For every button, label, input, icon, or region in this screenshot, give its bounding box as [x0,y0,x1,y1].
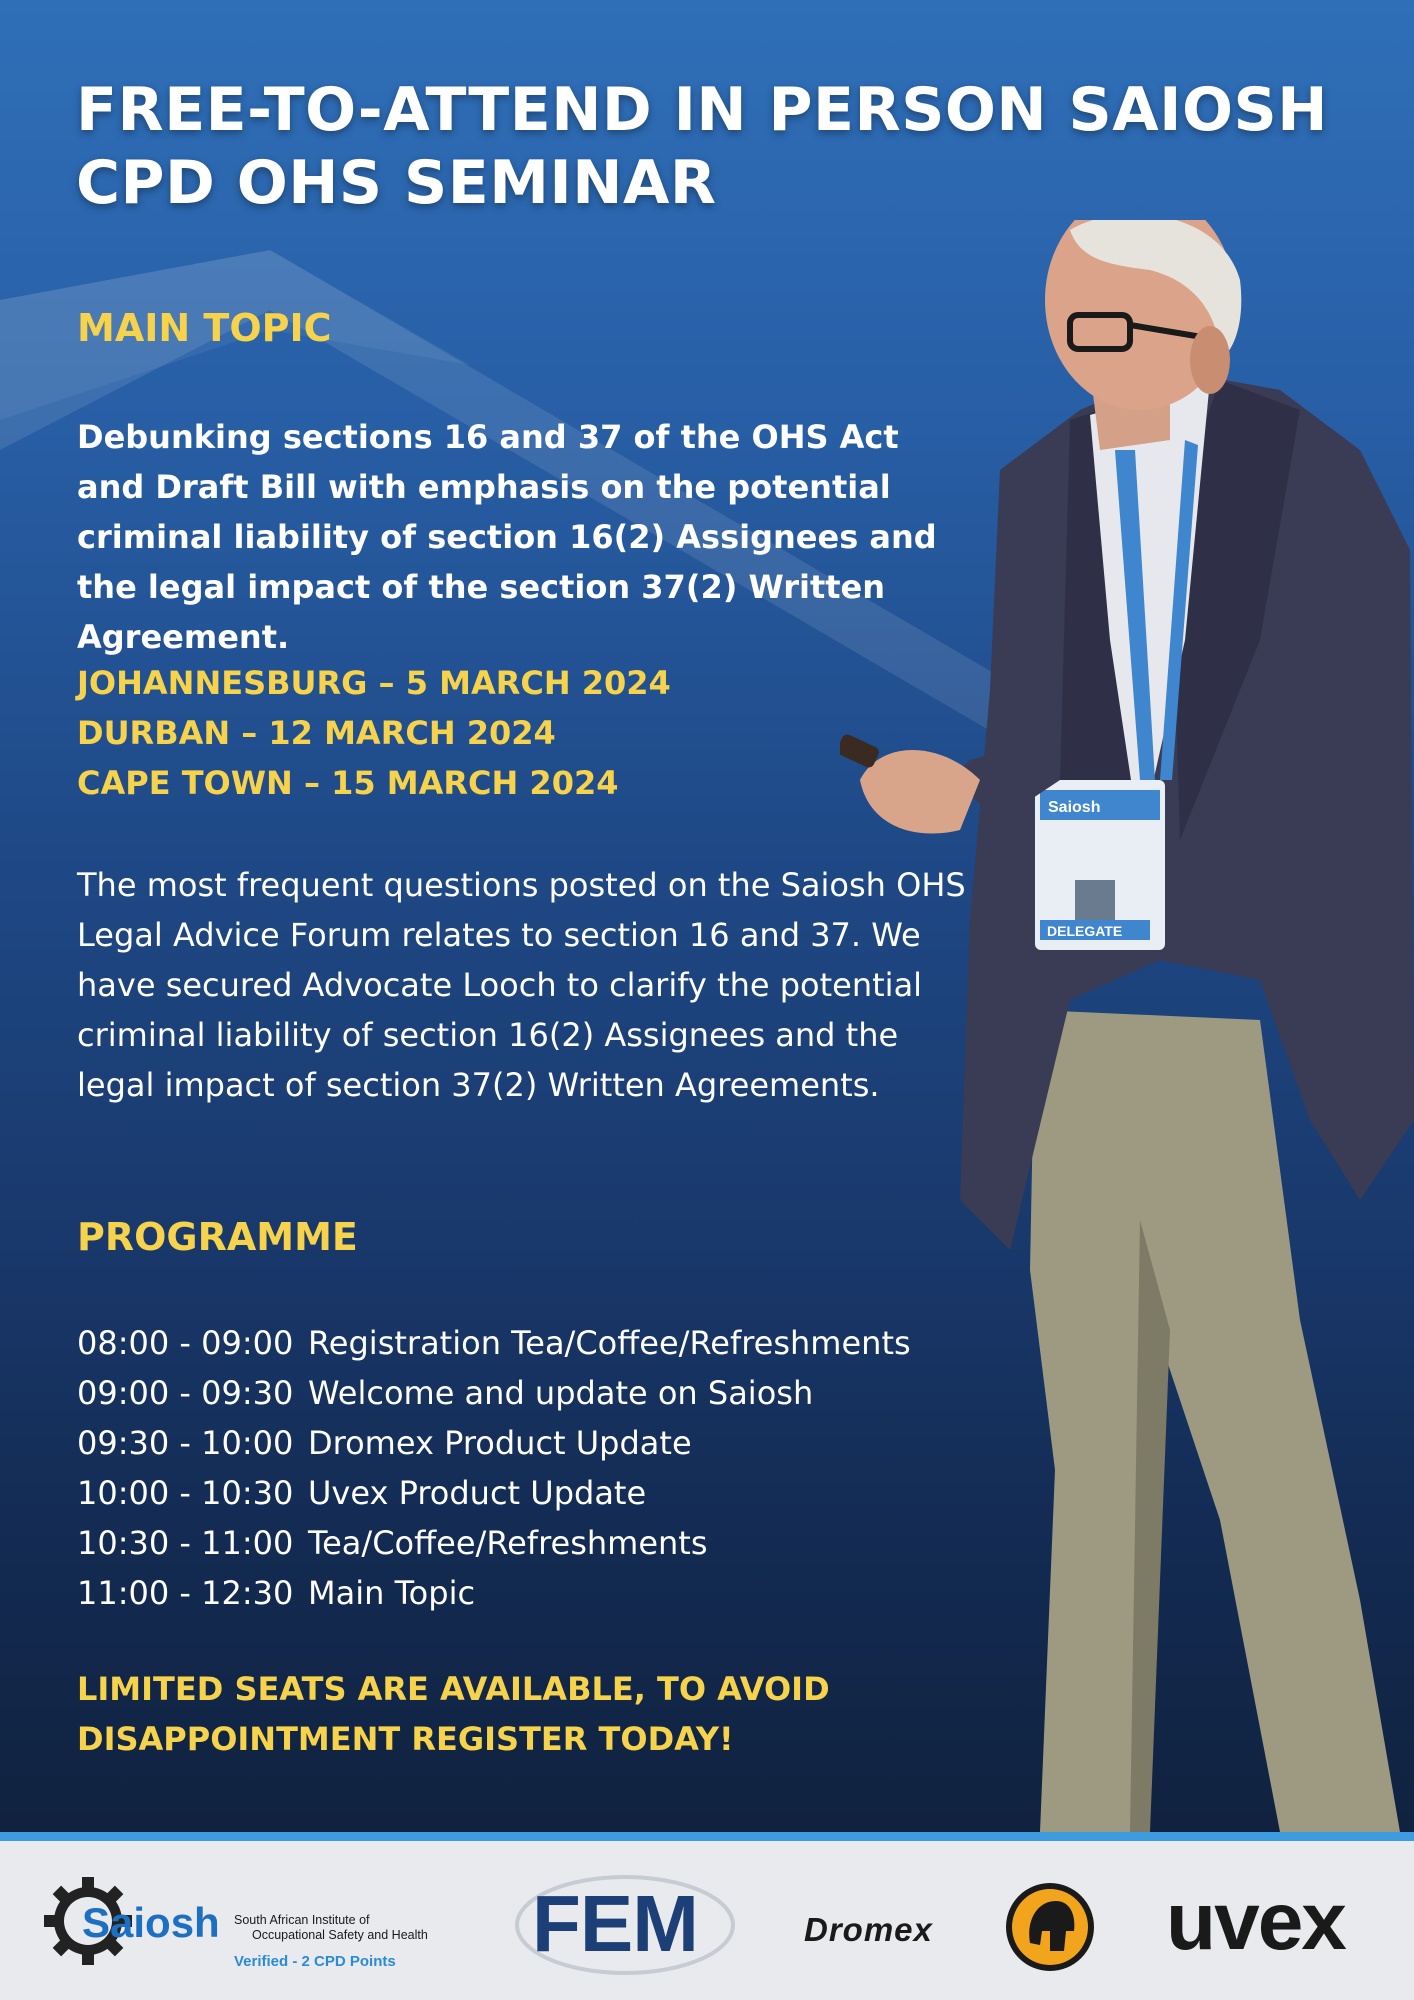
programme-item [77,1318,911,1368]
date-johannesburg: JOHANNESBURG – 5 MARCH 2024 [77,664,671,702]
programme-item [77,1518,911,1568]
svg-text:Saiosh: Saiosh [1048,799,1101,816]
event-dates [77,658,671,808]
programme-time: 09:00 - 09:30 [77,1374,294,1412]
programme-activity: Main Topic [308,1574,476,1612]
programme-item [77,1418,911,1468]
programme-time: 10:00 - 10:30 [77,1474,294,1512]
programme-item [77,1468,911,1518]
dromex-logo-text: Dromex [804,1911,933,1948]
saiosh-line-2: Occupational Safety and Health [252,1928,428,1942]
programme-activity: Dromex Product Update [308,1424,692,1462]
programme-activity: Tea/Coffee/Refreshments [308,1524,708,1562]
page-title: FREE-TO-ATTEND IN PERSON SAIOSH CPD OHS SEMINAR [76,75,1328,218]
cpd-points-note: Verified - 2 CPD Points [234,1953,396,1970]
sponsor-footer [0,1832,1414,2000]
register-call-to-action: LIMITED SEATS ARE AVAILABLE, TO AVOID DISAPPOINTMENT REGISTER TODAY! [77,1670,830,1758]
date-cape-town: CAPE TOWN – 15 MARCH 2024 [77,764,619,802]
saiosh-full-name [234,1913,474,1943]
date-durban: DURBAN – 12 MARCH 2024 [77,714,556,752]
spartan-helmet-icon [1004,1881,1096,1973]
fem-logo-text: FEM [532,1879,698,1968]
programme-activity: Uvex Product Update [308,1474,647,1512]
intro-paragraph: The most frequent questions posted on the Saiosh OHS Legal Advice Forum relates to section 16 and 37. We have secured Advocate Looch to clarify the potential criminal liability of section 16(2) Assignees and the legal impact of section 37(2) Written Agreements. [77,866,966,1104]
programme-heading: PROGRAMME [77,1215,358,1259]
programme-activity: Registration Tea/Coffee/Refreshments [308,1324,911,1362]
programme-item [77,1568,911,1618]
programme-activity: Welcome and update on Saiosh [308,1374,814,1412]
main-topic-text: Debunking sections 16 and 37 of the OHS Act and Draft Bill with emphasis on the potential criminal liability of section 16(2) Assignees and the legal impact of the section 37(2) Written Agreement. [77,418,937,656]
programme-list [77,1318,911,1618]
svg-text:DELEGATE: DELEGATE [1047,923,1123,939]
main-topic-heading: MAIN TOPIC [77,306,332,350]
programme-time: 11:00 - 12:30 [77,1574,294,1612]
saiosh-line-1: South African Institute of [234,1913,370,1927]
uvex-logo-text: uvex [1166,1876,1345,1967]
programme-item [77,1368,911,1418]
programme-time: 10:30 - 11:00 [77,1524,294,1562]
programme-time: 08:00 - 09:00 [77,1324,294,1362]
programme-time: 09:30 - 10:00 [77,1424,294,1462]
saiosh-logo-text: Saiosh [82,1899,220,1946]
